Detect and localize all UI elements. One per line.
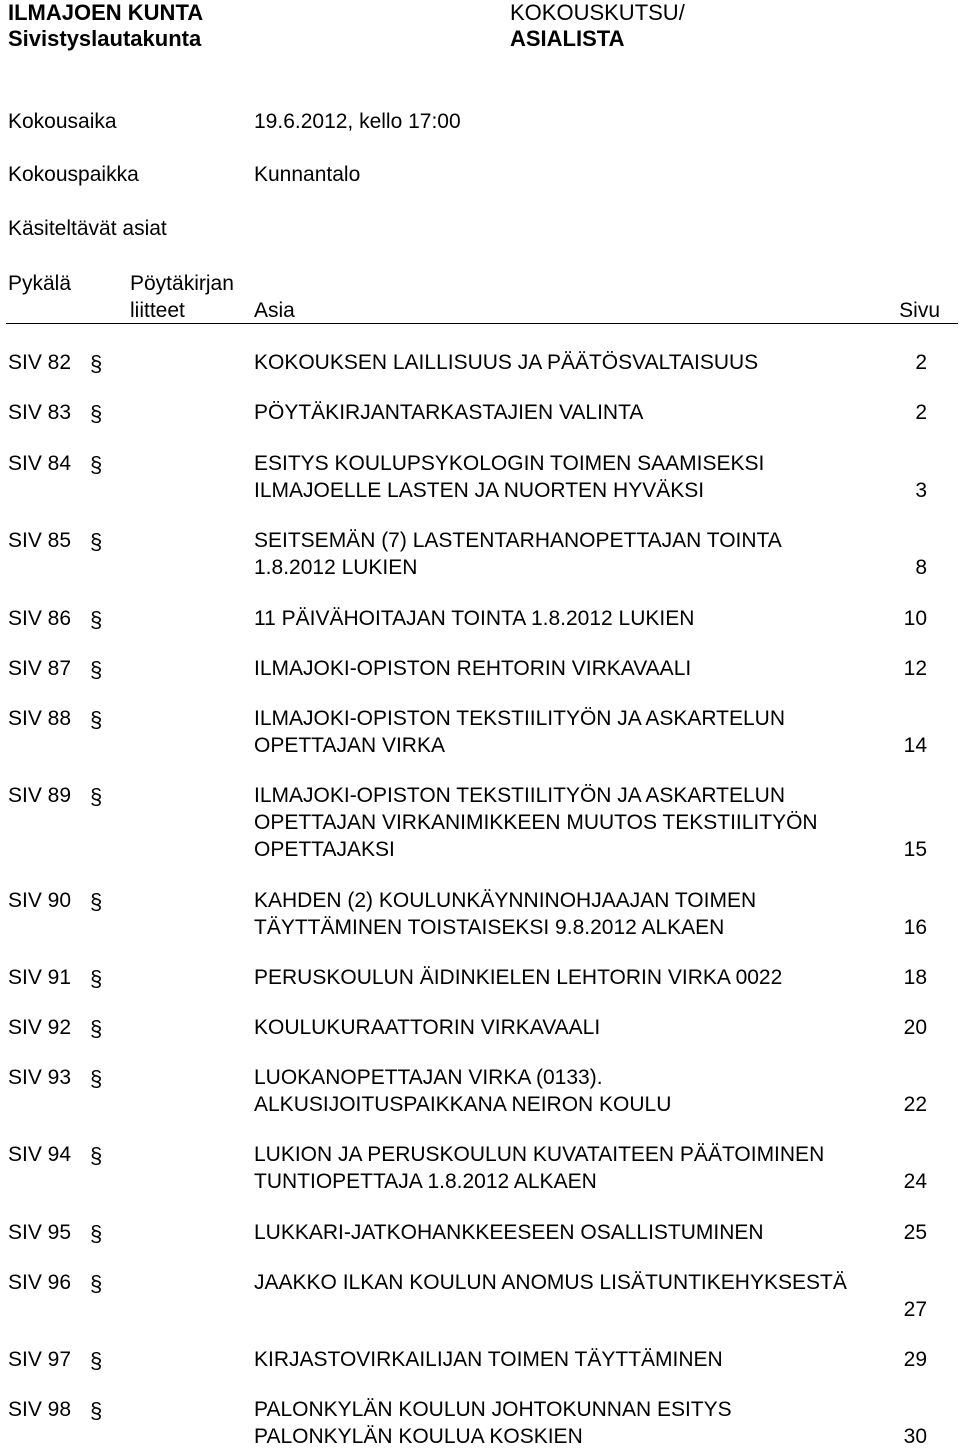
agenda-item-title-line: PÖYTÄKIRJANTARKASTAJIEN VALINTA	[254, 401, 644, 424]
agenda-item-page: 27	[903, 1298, 927, 1321]
agenda-item-page: 16	[903, 916, 927, 939]
agenda-item-title-line: LUKION JA PERUSKOULUN KUVATAITEEN PÄÄTOIMINEN	[254, 1143, 825, 1166]
section-sign-icon: §	[90, 351, 103, 376]
agenda-item-pykala: SIV 93	[8, 1066, 72, 1089]
column-header-pykala: Pykälä	[8, 272, 72, 295]
meeting-place-label: Kokouspaikka	[8, 163, 139, 186]
header-divider	[6, 323, 958, 324]
committee-name: Sivistyslautakunta	[8, 26, 202, 51]
agenda-item-page: 14	[903, 734, 927, 757]
section-sign-icon: §	[90, 1066, 103, 1091]
agenda-item-page: 22	[903, 1093, 927, 1116]
section-sign-icon: §	[90, 784, 103, 809]
agenda-item-title-line: ILMAJOKI-OPISTON TEKSTIILITYÖN JA ASKARTELUN	[254, 707, 785, 730]
meeting-time-value: 19.6.2012, kello 17:00	[254, 110, 461, 133]
agenda-item-pykala: SIV 95	[8, 1221, 72, 1244]
agenda-item-page: 25	[903, 1221, 927, 1244]
agenda-item-page: 2	[915, 351, 927, 374]
agenda-item-pykala: SIV 96	[8, 1271, 72, 1294]
column-header-asia: Asia	[254, 299, 295, 322]
agenda-item-page: 10	[903, 607, 927, 630]
agenda-item-title-line: KOULUKURAATTORIN VIRKAVAALI	[254, 1016, 601, 1039]
agenda-item-title-line: KOKOUKSEN LAILLISUUS JA PÄÄTÖSVALTAISUUS	[254, 351, 759, 374]
agenda-item-page: 24	[903, 1170, 927, 1193]
agenda-item-title-line: KAHDEN (2) KOULUNKÄYNNINOHJAAJAN TOIMEN	[254, 889, 757, 912]
agenda-item-title-line: PERUSKOULUN ÄIDINKIELEN LEHTORIN VIRKA 0022	[254, 966, 783, 989]
agenda-item-title-line: OPETTAJAN VIRKANIMIKKEEN MUUTOS TEKSTIILITYÖN	[254, 811, 818, 834]
section-sign-icon: §	[90, 889, 103, 914]
agenda-item-title-line: PALONKYLÄN KOULUA KOSKIEN	[254, 1425, 583, 1448]
agenda-item-page: 3	[915, 479, 927, 502]
column-header-liitteet-line1: Pöytäkirjan	[130, 272, 234, 295]
agenda-item-title-line: 1.8.2012 LUKIEN	[254, 556, 418, 579]
agenda-item-page: 2	[915, 401, 927, 424]
agenda-item-title-line: LUKKARI-JATKOHANKKEESEEN OSALLISTUMINEN	[254, 1221, 764, 1244]
agenda-item-pykala: SIV 98	[8, 1398, 72, 1421]
section-sign-icon: §	[90, 1143, 103, 1168]
agenda-item-pykala: SIV 92	[8, 1016, 72, 1039]
agenda-item-title-line: ILMAJOELLE LASTEN JA NUORTEN HYVÄKSI	[254, 479, 705, 502]
agenda-item-pykala: SIV 94	[8, 1143, 72, 1166]
agenda-item-page: 30	[903, 1425, 927, 1448]
section-sign-icon: §	[90, 401, 103, 426]
section-sign-icon: §	[90, 1221, 103, 1246]
agenda-item-page: 18	[903, 966, 927, 989]
section-sign-icon: §	[90, 1348, 103, 1373]
agenda-item-pykala: SIV 91	[8, 966, 72, 989]
agenda-item-title-line: JAAKKO ILKAN KOULUN ANOMUS LISÄTUNTIKEHYKSESTÄ	[254, 1271, 847, 1294]
agenda-item-page: 29	[903, 1348, 927, 1371]
section-sign-icon: §	[90, 529, 103, 554]
agenda-item-title-line: ALKUSIJOITUSPAIKKANA NEIRON KOULU	[254, 1093, 672, 1116]
section-sign-icon: §	[90, 1271, 103, 1296]
document-type-line2: ASIALISTA	[510, 26, 625, 51]
agenda-item-pykala: SIV 86	[8, 607, 72, 630]
agenda-item-pykala: SIV 84	[8, 452, 72, 475]
agenda-item-title-line: KIRJASTOVIRKAILIJAN TOIMEN TÄYTTÄMINEN	[254, 1348, 723, 1371]
agenda-item-page: 15	[903, 838, 927, 861]
agenda-item-title-line: ILMAJOKI-OPISTON REHTORIN VIRKAVAALI	[254, 657, 692, 680]
agenda-item-pykala: SIV 85	[8, 529, 72, 552]
agenda-heading: Käsiteltävät asiat	[8, 217, 167, 240]
agenda-item-title-line: 11 PÄIVÄHOITAJAN TOINTA 1.8.2012 LUKIEN	[254, 607, 695, 630]
section-sign-icon: §	[90, 607, 103, 632]
agenda-item-page: 8	[915, 556, 927, 579]
agenda-item-pykala: SIV 97	[8, 1348, 72, 1371]
section-sign-icon: §	[90, 452, 103, 477]
agenda-item-page: 20	[903, 1016, 927, 1039]
section-sign-icon: §	[90, 1398, 103, 1423]
agenda-item-title-line: SEITSEMÄN (7) LASTENTARHANOPETTAJAN TOINTA	[254, 529, 782, 552]
column-header-sivu: Sivu	[899, 299, 940, 322]
agenda-item-title-line: ILMAJOKI-OPISTON TEKSTIILITYÖN JA ASKARTELUN	[254, 784, 785, 807]
agenda-item-pykala: SIV 90	[8, 889, 72, 912]
agenda-item-pykala: SIV 89	[8, 784, 72, 807]
agenda-item-title-line: TÄYTTÄMINEN TOISTAISEKSI 9.8.2012 ALKAEN	[254, 916, 725, 939]
agenda-item-title-line: LUOKANOPETTAJAN VIRKA (0133).	[254, 1066, 603, 1089]
agenda-item-title-line: PALONKYLÄN KOULUN JOHTOKUNNAN ESITYS	[254, 1398, 732, 1421]
agenda-item-pykala: SIV 87	[8, 657, 72, 680]
agenda-item-pykala: SIV 88	[8, 707, 72, 730]
organization-name: ILMAJOEN KUNTA	[8, 0, 204, 25]
section-sign-icon: §	[90, 707, 103, 732]
agenda-item-pykala: SIV 82	[8, 351, 72, 374]
agenda-item-pykala: SIV 83	[8, 401, 72, 424]
column-header-liitteet-line2: liitteet	[130, 299, 185, 322]
meeting-place-value: Kunnantalo	[254, 163, 361, 186]
agenda-item-page: 12	[903, 657, 927, 680]
agenda-item-title-line: OPETTAJAKSI	[254, 838, 395, 861]
document-type-line1: KOKOUSKUTSU/	[510, 0, 685, 25]
agenda-item-title-line: ESITYS KOULUPSYKOLOGIN TOIMEN SAAMISEKSI	[254, 452, 765, 475]
agenda-item-title-line: OPETTAJAN VIRKA	[254, 734, 445, 757]
section-sign-icon: §	[90, 657, 103, 682]
meeting-time-label: Kokousaika	[8, 110, 117, 133]
agenda-item-title-line: TUNTIOPETTAJA 1.8.2012 ALKAEN	[254, 1170, 597, 1193]
section-sign-icon: §	[90, 1016, 103, 1041]
section-sign-icon: §	[90, 966, 103, 991]
